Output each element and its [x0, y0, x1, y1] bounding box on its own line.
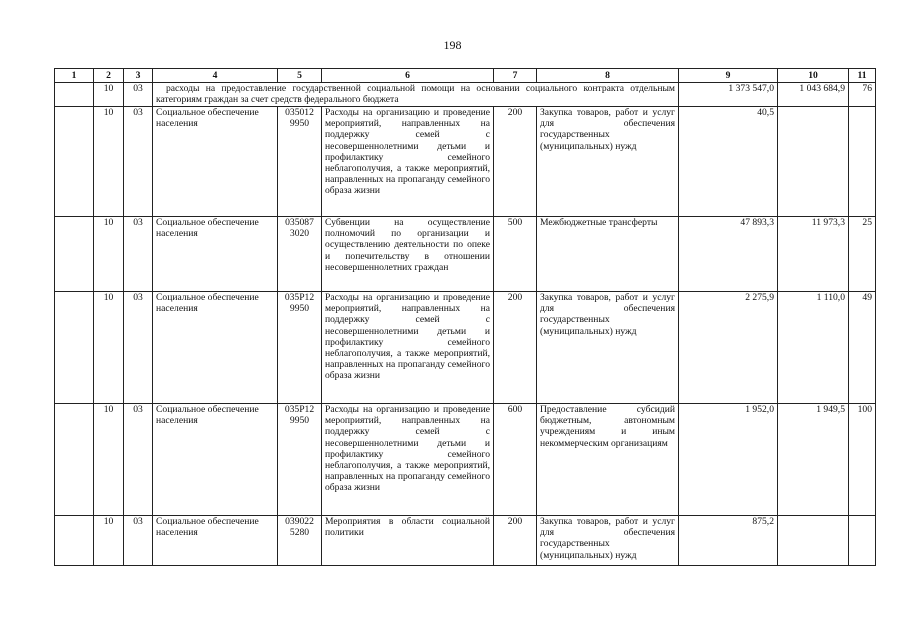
- col-header-5: 5: [278, 69, 322, 83]
- cell-empty: [55, 83, 94, 107]
- col-header-4: 4: [153, 69, 278, 83]
- col-header-11: 11: [849, 69, 876, 83]
- cell-col9: 40,5: [679, 107, 778, 217]
- cell-col10: 1 043 684,9: [778, 83, 849, 107]
- cell-section: 10: [94, 404, 124, 516]
- table-row: [55, 516, 876, 566]
- cell-col9: 47 893,3: [679, 217, 778, 292]
- cell-subsection: 03: [124, 83, 153, 107]
- cell-type-code: 200: [494, 292, 537, 404]
- cell-empty: [55, 404, 94, 516]
- cell-type-name: Межбюджетные трансферты: [537, 217, 679, 292]
- cell-empty: [55, 107, 94, 217]
- col-header-10: 10: [778, 69, 849, 83]
- cell-section: 10: [94, 516, 124, 566]
- cell-code: 035Р12 9950: [278, 292, 322, 404]
- cell-subsection: 03: [124, 404, 153, 516]
- cell-type-code: 200: [494, 107, 537, 217]
- cell-description: Мероприятия в области социальной политики: [322, 516, 494, 566]
- cell-col9: 1 952,0: [679, 404, 778, 516]
- cell-empty: [55, 292, 94, 404]
- cell-subsection: 03: [124, 107, 153, 217]
- cell-type-code: 600: [494, 404, 537, 516]
- cell-col11: 100: [849, 404, 876, 516]
- table-row: [55, 107, 876, 217]
- cell-section: 10: [94, 107, 124, 217]
- cell-category: Социальное обеспечение населения: [153, 217, 278, 292]
- cell-empty: [55, 516, 94, 566]
- cell-category: Социальное обеспечение населения: [153, 292, 278, 404]
- cell-code: 035012 9950: [278, 107, 322, 217]
- cell-col11: 76: [849, 83, 876, 107]
- cell-code: 035Р12 9950: [278, 404, 322, 516]
- cell-empty: [55, 217, 94, 292]
- cell-category: Социальное обеспечение населения: [153, 516, 278, 566]
- col-header-8: 8: [537, 69, 679, 83]
- cell-col10: [778, 516, 849, 566]
- cell-section: 10: [94, 83, 124, 107]
- cell-col9: 2 275,9: [679, 292, 778, 404]
- cell-type-code: 500: [494, 217, 537, 292]
- table-row: [55, 292, 876, 404]
- cell-type-code: 200: [494, 516, 537, 566]
- col-header-9: 9: [679, 69, 778, 83]
- table-row: [55, 217, 876, 292]
- cell-col10: 1 949,5: [778, 404, 849, 516]
- cell-subsection: 03: [124, 292, 153, 404]
- cell-category: Социальное обеспечение населения: [153, 404, 278, 516]
- table-row: [55, 404, 876, 516]
- page-number: 198: [443, 38, 462, 52]
- cell-col11: 25: [849, 217, 876, 292]
- cell-subsection: 03: [124, 217, 153, 292]
- cell-code: 039022 5280: [278, 516, 322, 566]
- cell-description: Субвенции на осуществление полномочий по организации и осуществлению деятельности по опеке и попечительству в отношении несовершеннолетних граждан: [322, 217, 494, 292]
- cell-col10: 11 973,3: [778, 217, 849, 292]
- col-header-7: 7: [494, 69, 537, 83]
- cell-col9: 875,2: [679, 516, 778, 566]
- cell-description: Расходы на организацию и проведение мероприятий, направленных на поддержку семей с несовершеннолетними детьми и профилактику семейного неблагополучия, а также мероприятий, направленных на пропаганду семейного образа жизни: [322, 292, 494, 404]
- cell-type-name: Предоставление субсидий бюджетным, автономным учреждениям и иным некоммерческим организациям: [537, 404, 679, 516]
- cell-code: 035087 3020: [278, 217, 322, 292]
- cell-section: 10: [94, 292, 124, 404]
- cell-subsection: 03: [124, 516, 153, 566]
- cell-type-name: Закупка товаров, работ и услуг для обеспечения государственных (муниципальных) нужд: [537, 292, 679, 404]
- col-header-3: 3: [124, 69, 153, 83]
- cell-description: Расходы на организацию и проведение мероприятий, направленных на поддержку семей с несовершеннолетними детьми и профилактику семейного неблагополучия, а также мероприятий, направленных на пропаганду семейного образа жизни: [322, 107, 494, 217]
- col-header-1: 1: [55, 69, 94, 83]
- header-row: [55, 69, 876, 83]
- cell-category: Социальное обеспечение населения: [153, 107, 278, 217]
- cell-col10: 1 110,0: [778, 292, 849, 404]
- cell-col9: 1 373 547,0: [679, 83, 778, 107]
- summary-row: [55, 83, 876, 107]
- col-header-2: 2: [94, 69, 124, 83]
- cell-col11: [849, 516, 876, 566]
- cell-col10: [778, 107, 849, 217]
- col-header-6: 6: [322, 69, 494, 83]
- cell-description: Расходы на организацию и проведение мероприятий, направленных на поддержку семей с несовершеннолетними детьми и профилактику семейного неблагополучия, а также мероприятий, направленных на пропаганду семейного образа жизни: [322, 404, 494, 516]
- cell-col11: [849, 107, 876, 217]
- cell-section: 10: [94, 217, 124, 292]
- cell-col11: 49: [849, 292, 876, 404]
- cell-type-name: Закупка товаров, работ и услуг для обеспечения государственных (муниципальных) нужд: [537, 516, 679, 566]
- budget-table: [54, 68, 876, 566]
- cell-type-name: Закупка товаров, работ и услуг для обеспечения государственных (муниципальных) нужд: [537, 107, 679, 217]
- cell-summary-description: расходы на предоставление государственной социальной помощи на основании социального контракта отдельным категориям граждан за счет средств федерального бюджета: [153, 83, 679, 107]
